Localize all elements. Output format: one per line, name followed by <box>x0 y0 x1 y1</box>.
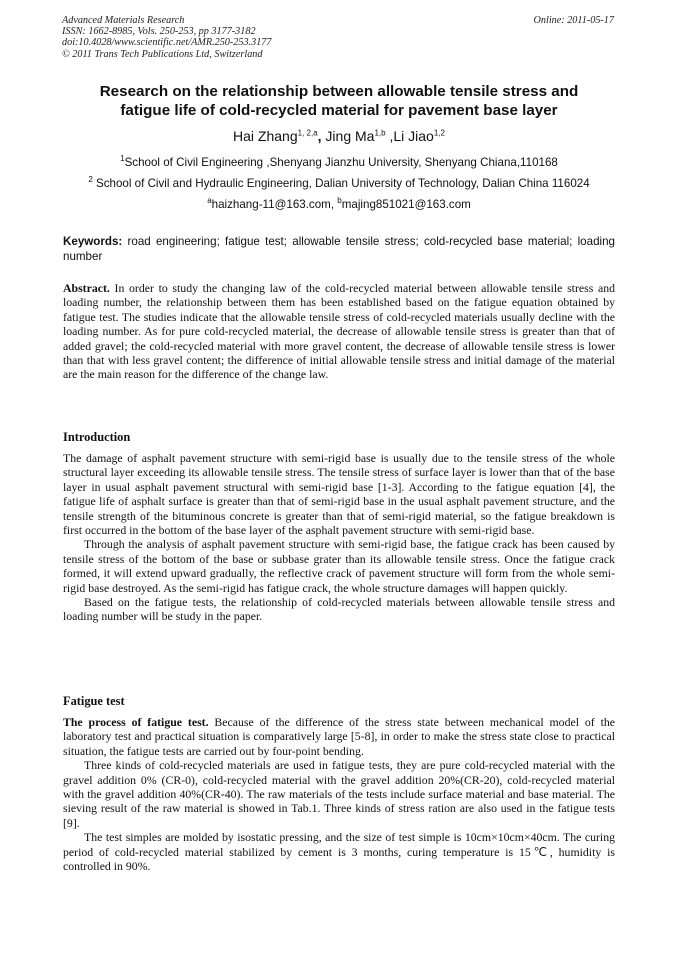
section-heading-introduction: Introduction <box>63 430 131 444</box>
fatigue-body <box>63 715 615 873</box>
title-line-1: Research on the relationship between allowable tensile stress and <box>99 83 579 100</box>
paragraph: Three kinds of cold-recycled materials are used in fatigue tests, they are pure cold-recycled material with the gravel addition 0% (CR-0), cold-recycled material with the gravel addition 20%(CR-20), cold-recycled material with the gravel addition 40%(CR-40). The raw materials of the tests include surface material and base material. The sieving result of the raw material is showed in Tab.1. Three kinds of stress ration are also used in the fatigue tests [9]. <box>63 758 615 830</box>
abstract-text: In order to study the changing law of the cold-recycled material between allowable tensile stress and loading number, the relationship between them has been established based on the fatigue equation obtained by fatigue test. The studies indicate that the allowable tensile stress of cold-recycled materials usually decline with the loading number. As for pure cold-recycled material, the decrease of allowable tensile stress is greater than that of added gravel; the cold-recycled material with more gravel content, the decrease of allowable tensile stress is lower than that with less gravel content; the difference of initial allowable tensile stress and initial damage of the material are the main reason for the difference of the change law. <box>63 281 615 382</box>
paragraph: Because of the difference of the stress state between mechanical model of the laboratory test and practical situation is comparatively large [5-8], in order to make the stress state close to practical situation, the fatigue tests are carried out by four-point bending. <box>63 715 616 758</box>
copyright-line: © 2011 Trans Tech Publications Ltd, Switzerland <box>62 48 263 60</box>
email-mark: b <box>337 196 342 206</box>
introduction-body <box>63 451 615 624</box>
paragraph: The test simples are molded by isostatic pressing, and the size of test simple is 10cm×10cm×40cm. The curing period of cold-recycled material stabilized by cement is 3 months, curing temperature is 15℃, humidity is controlled in 90%. <box>63 830 615 874</box>
abstract-label: Abstract. <box>63 281 110 295</box>
paragraph: Through the analysis of asphalt pavement structure with semi-rigid base, the fatigue crack has been caused by tensile stress of the bottom of the base or subbase grater than its allowable tensile stress. Once the fatigue crack formed, it will extend upward gradually, the reflective crack of pavement structure will form from the whole semi-rigid base destroyed. As the semi-rigid has fatigue crack, the whole structure damages will happen quickly. <box>63 537 615 595</box>
email-mark: a <box>207 196 212 206</box>
author-affil: 1,b <box>374 128 386 138</box>
affiliation-mark: 2 <box>88 175 93 185</box>
author-affil: 1,2 <box>433 128 445 138</box>
author-affil: 1, 2,a <box>297 128 318 138</box>
issn-line: ISSN: 1662-8985, Vols. 250-253, pp 3177-3182 <box>62 26 256 38</box>
online-date: Online: 2011-05-17 <box>533 15 614 26</box>
paragraph: The damage of asphalt pavement structure with semi-rigid base is usually due to the tensile stress of the whole structural layer exceeding its allowable tensile stress. The tensile stress of surface layer is lower than that of the base layer in usual asphalt pavement structural with semi-rigid base [1-3]. According to the fatigue equation [4], the fatigue life of asphalt surface is greater than that of semi-rigid base in the usual asphalt pavement structure, and the tensile strength of the bituminous concrete is greater than that of semi-rigid material, so the fatigue breakdown is first occurred in the bottom of the base layer of the asphalt pavement structure with semi-rigid base. <box>63 451 615 538</box>
keywords <box>63 234 615 265</box>
author-name: Jing Ma <box>325 128 375 144</box>
email-b[interactable]: majing851021@163.com <box>341 198 471 211</box>
title-line-2: fatigue life of cold-recycled material for pavement base layer <box>120 102 558 119</box>
section-heading-fatigue-test: Fatigue test <box>63 694 125 708</box>
email-a[interactable]: haizhang-11@163.com, <box>211 198 338 211</box>
author-sep: , <box>385 128 394 144</box>
doi-line: doi:10.4028/www.scientific.net/AMR.250-253.3177 <box>62 37 272 49</box>
keywords-label: Keywords: <box>63 235 123 248</box>
affiliation-text: School of Civil and Hydraulic Engineering, Dalian University of Technology, Dalian China 116024 <box>92 177 590 190</box>
email-line <box>0 198 678 211</box>
abstract <box>63 281 615 382</box>
author-sep: , <box>317 128 326 144</box>
keywords-text: road engineering; fatigue test; allowable tensile stress; cold-recycled base material; loading number <box>63 235 615 264</box>
subsection-lead: The process of fatigue test. <box>63 715 209 729</box>
author-name: Hai Zhang <box>233 128 298 144</box>
paragraph: Based on the fatigue tests, the relationship of cold-recycled materials between allowable tensile stress and loading number will be study in the paper. <box>63 595 615 624</box>
author-name: Li Jiao <box>393 128 434 144</box>
affiliation-mark: 1 <box>120 154 125 164</box>
affiliation-text: School of Civil Engineering ,Shenyang Jianzhu University, Shenyang Chiana,110168 <box>124 156 558 169</box>
journal-header <box>62 15 271 60</box>
journal-name: Advanced Materials Research <box>62 15 185 26</box>
author-list <box>0 128 678 144</box>
paper-title <box>40 82 638 120</box>
affiliation-1 <box>0 156 678 169</box>
affiliation-2 <box>0 177 678 190</box>
